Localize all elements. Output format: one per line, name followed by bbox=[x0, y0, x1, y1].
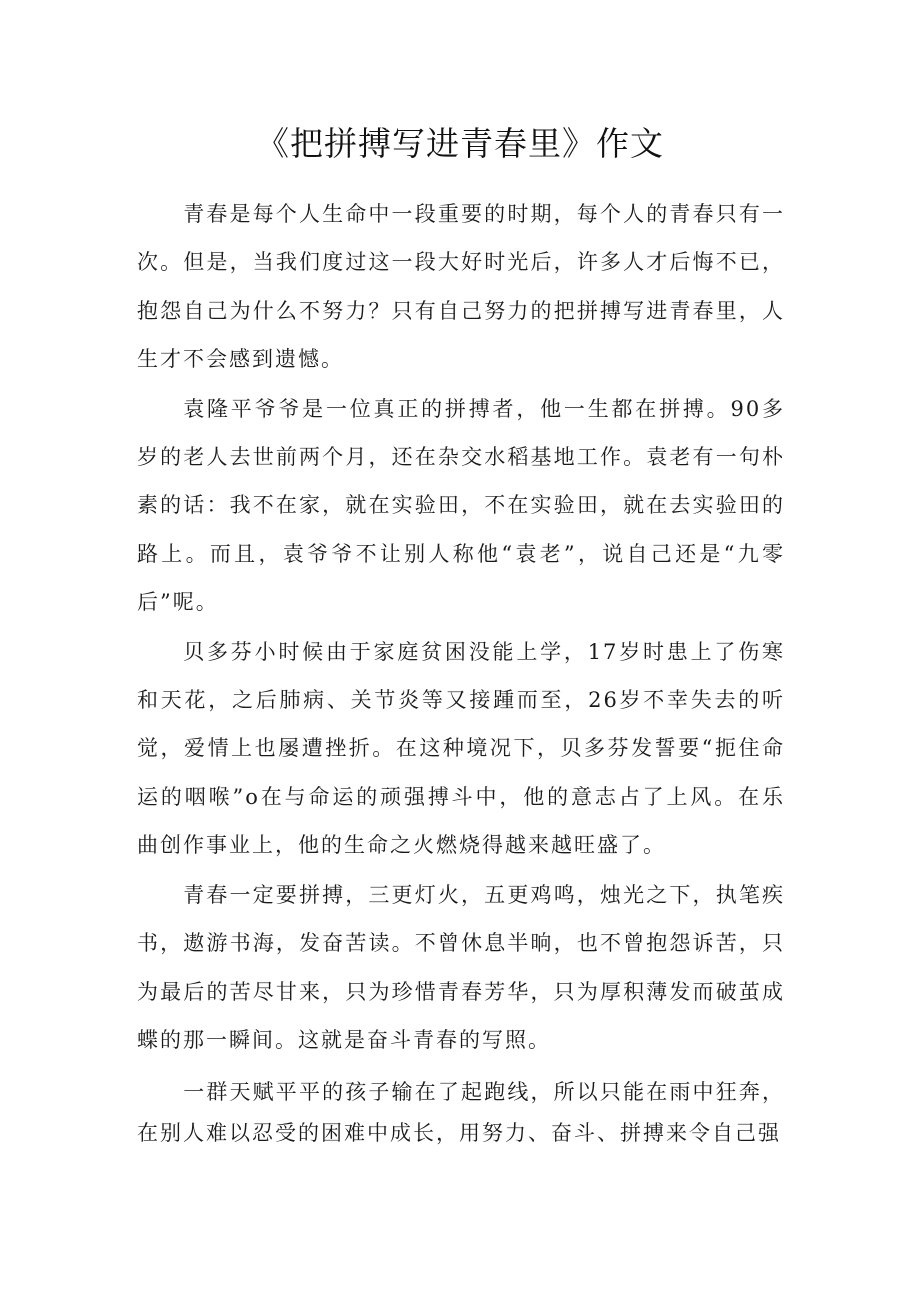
paragraph-2: 袁隆平爷爷是一位真正的拼搏者，他一生都在拼搏。90多岁的老人去世前两个月，还在杂交水稻基地工作。袁老有一句朴素的话：我不在家，就在实验田，不在实验田，就在去实验田的路上。而且，袁爷爷不让别人称他“袁老”，说自己还是“九零后”呢。 bbox=[137, 396, 785, 615]
document-title: 《把拼搏写进青春里》作文 bbox=[256, 124, 664, 163]
paragraph-4: 青春一定要拼搏，三更灯火，五更鸡鸣，烛光之下，执笔疾书，遨游书海，发奋苦读。不曾休息半晌，也不曾抱怨诉苦，只为最后的苦尽甘来，只为珍惜青春芳华，只为厚积薄发而破茧成蝶的那一瞬间。这就是奋斗青春的写照。 bbox=[137, 882, 785, 1052]
paragraph-3: 贝多芬小时候由于家庭贫困没能上学，17岁时患上了伤寒和天花，之后肺病、关节炎等又接踵而至，26岁不幸失去的听觉，爱情上也屡遭挫折。在这种境况下，贝多芬发誓要“扼住命运的咽喉”o在与命运的顽强搏斗中，他的意志占了上风。在乐曲创作事业上，他的生命之火燃烧得越来越旺盛了。 bbox=[137, 639, 785, 858]
document-body bbox=[137, 190, 785, 1154]
paragraph-1: 青春是每个人生命中一段重要的时期，每个人的青春只有一次。但是，当我们度过这一段大好时光后，许多人才后悔不已，抱怨自己为什么不努力？只有自己努力的把拼搏写进青春里，人生才不会感到遗憾。 bbox=[137, 202, 785, 372]
paragraph-5: 一群天赋平平的孩子输在了起跑线，所以只能在雨中狂奔，在别人难以忍受的困难中成长，用努力、奋斗、拼搏来令自己强 bbox=[137, 1080, 785, 1146]
